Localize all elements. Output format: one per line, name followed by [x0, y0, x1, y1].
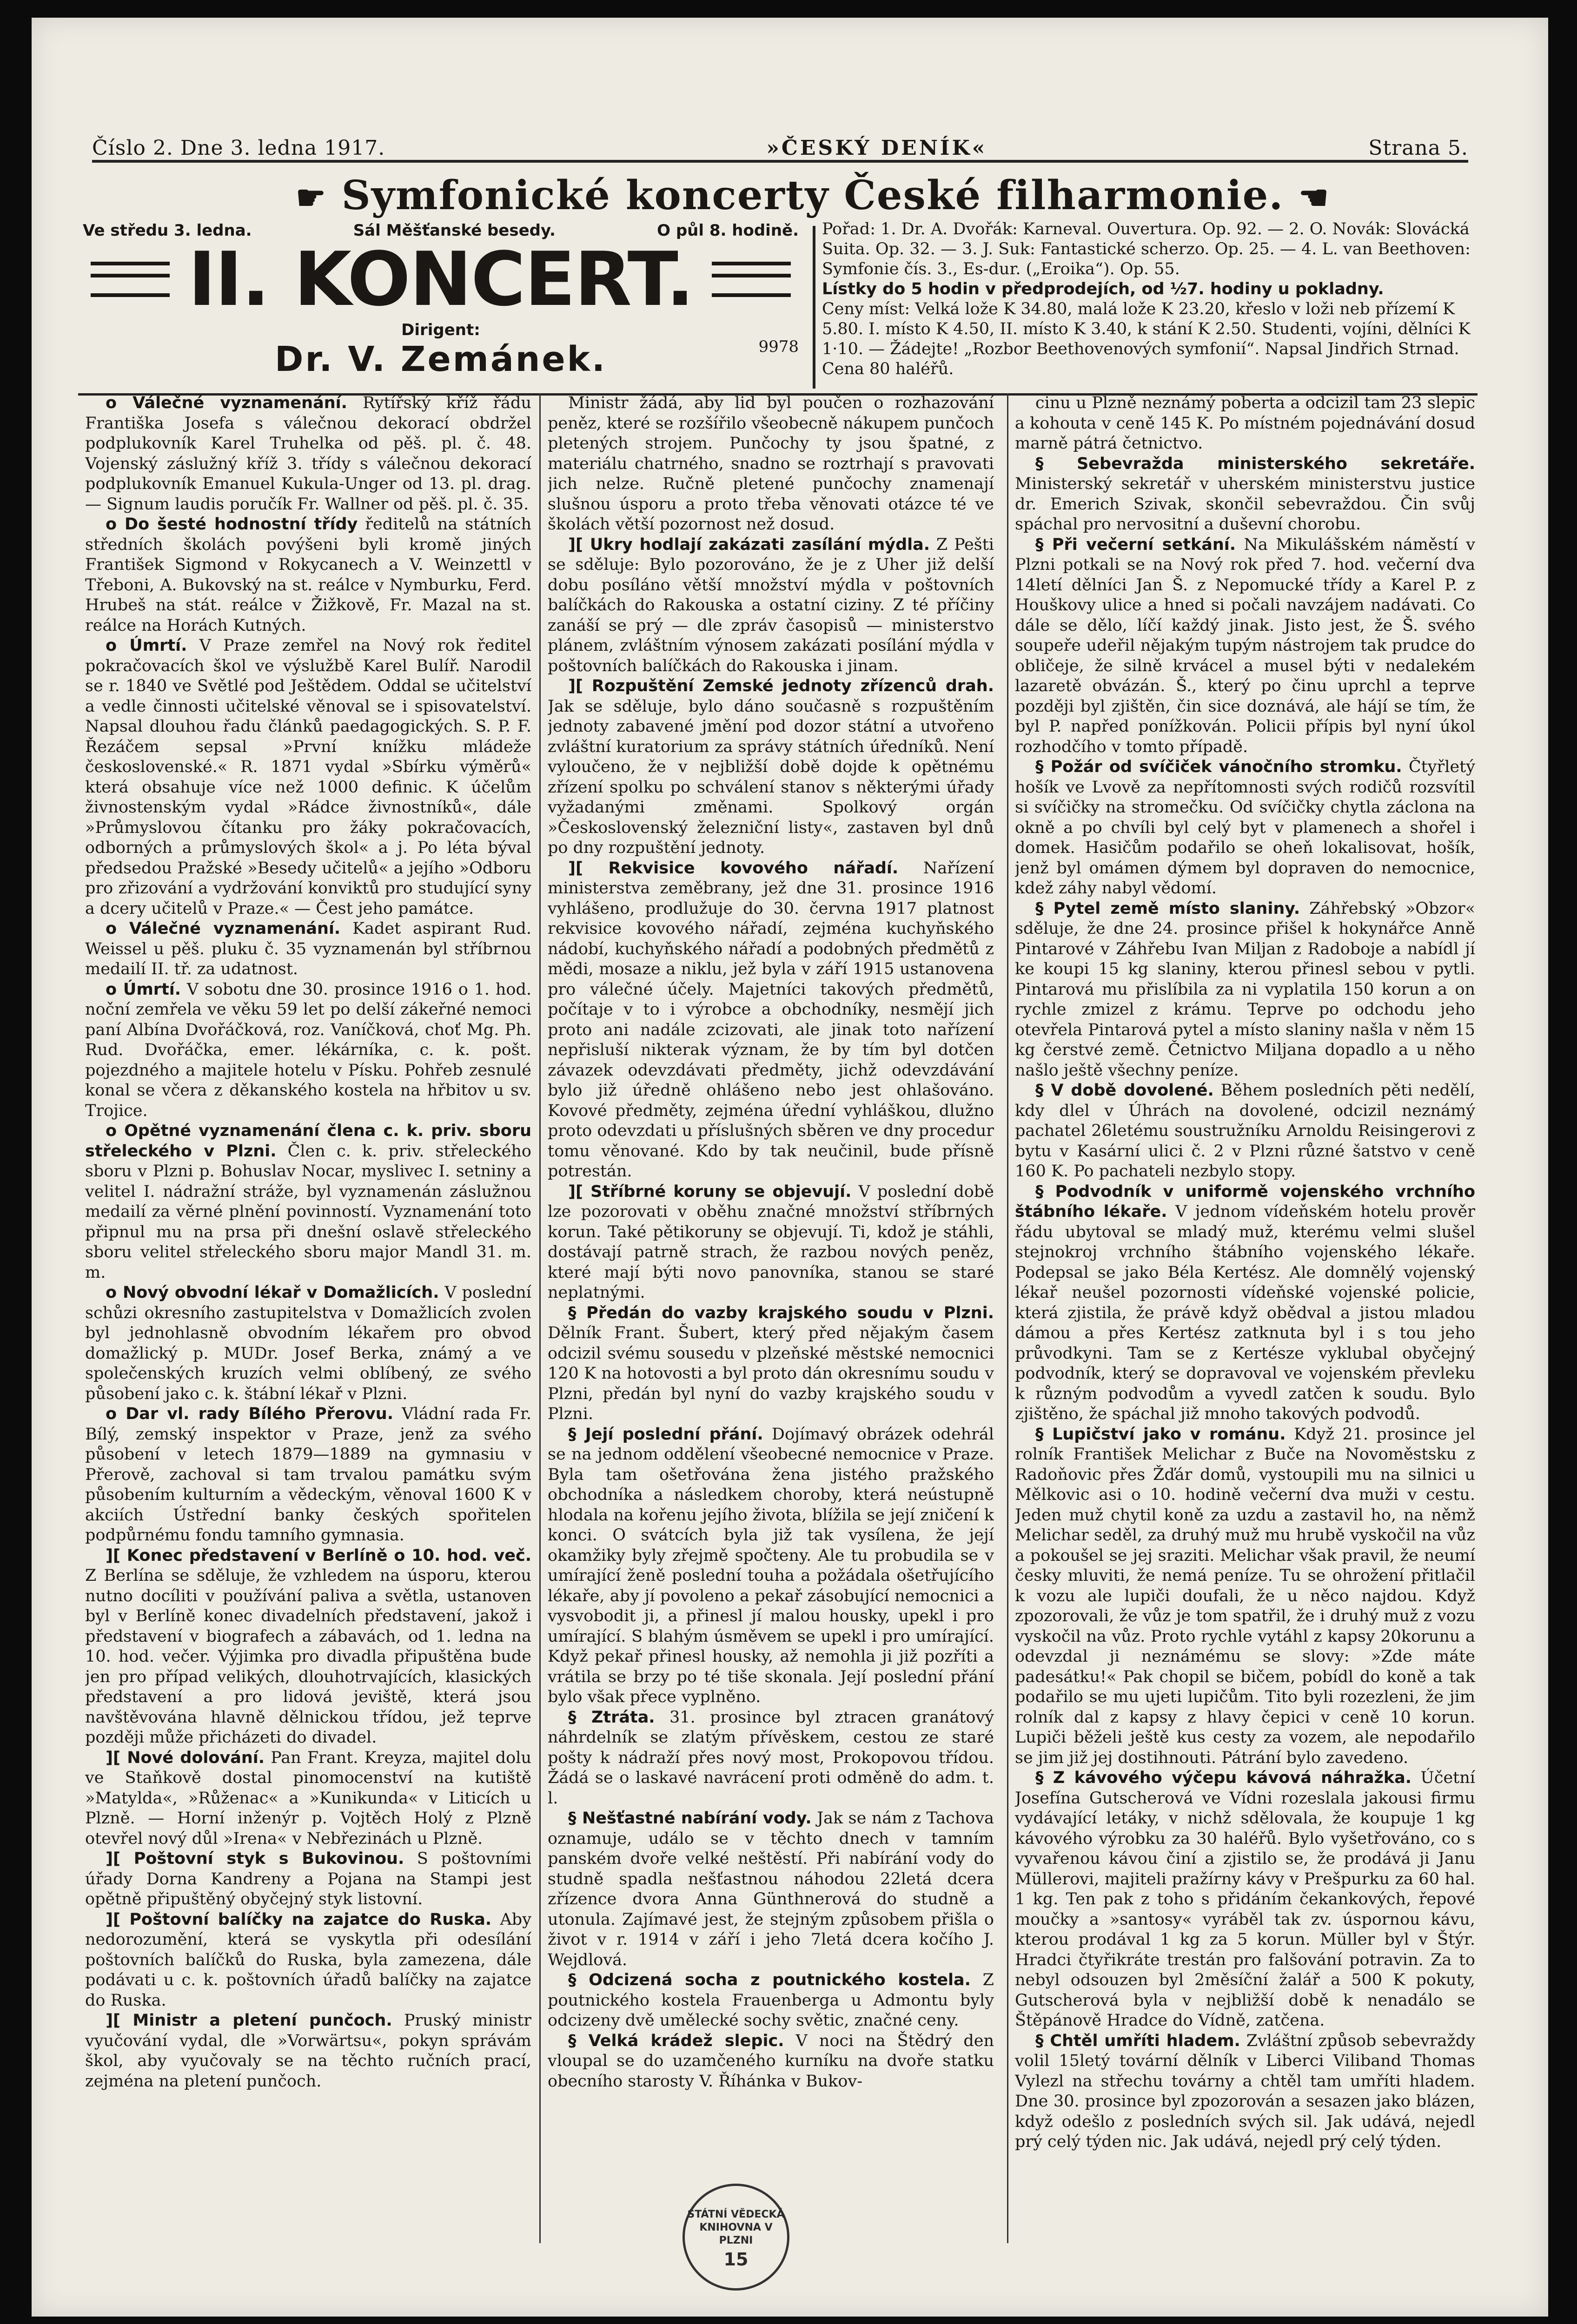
news-item-heading: § Nešťastné nabírání vody.	[568, 1809, 812, 1828]
news-item-heading: § Chtěl umříti hladem.	[1035, 2031, 1240, 2050]
news-item-text: V jednom vídeňském hotelu prověr řádu ubytoval se mladý muž, kterému velmi slušel stejnokroj vrchního štábního vojenského lékaře. Podepsal se jako Béla Kertész. Ale domnělý vojenský lékař neušel pozornosti vídeňské vojenské policie, která zjistila, že právě když obědval a jistou mladou dámou a přes Kertész zatknuta byl i s tou jeho průvodkyni. Tam se z Kertésze vyklubal obyčejný podvodník, který se dopravoval ve vojenském převleku k různým podvodům a vyvedl zatčen k soudu. Bylo zjištěno, že spáchal již mnoho takových podvodů.	[1015, 1202, 1475, 1423]
news-item-heading: § Požár od svíčiček vánočního stromku.	[1035, 758, 1402, 776]
news-item-heading: o Úmrtí.	[106, 980, 181, 999]
ad-program: Pořad: 1. Dr. A. Dvořák: Karneval. Ouvertura. Op. 92. — 2. O. Novák: Slovácká Suita. Op. 32. — 3. J. Suk: Fantastické scherzo. Op. 25. — 4. L. van Beethoven: Symfonie čís. 3., Es-dur. („Eroika“). Op. 55.	[822, 220, 1471, 278]
news-item	[85, 919, 531, 980]
stamp-number: 15	[723, 2249, 749, 2270]
news-item-text: Účetní Josefína Gutscherová ve Vídni rozeslala jakousi firmu vydávající letáky, v nichž sdělovala, že koupuje 1 kg kávového výrobku za 30 haléřů. Bylo vyšetřováno, co s vyvařenou kávou činí a zjistilo se, že prodává ji Janu Müllerovi, majiteli pražírny kávy v Prešpurku za 60 hal. 1 kg. Ten pak z toho s přidáním čekankových, řepové moučky a »santosy« vyráběl tak zv. úspornou kávu, kterou prodával 1 kg za 5 korun. Müller byl v Štýr. Hradci čtyřikráte trestán pro falšování potravin. Za to nebyl odsouzen byl 2měsíční žalář a 500 K pokuty, Gutscherová byla v nejbližší době k nenadálo se Štěpánově Hradce do Vídně, zatčena.	[1015, 1769, 1475, 2030]
news-item-text: Vládní rada Fr. Bílý, zemský inspektor v Praze, jenž za svého působení v letech 1879—1889 na gymnasiu v Přerově, zachoval si tam trvalou památku svým působením kulturním a vědeckým, věnoval 1600 K v akciích Ústřední banky českých spořitelen podpůrnému fondu tamního gymnasia.	[85, 1405, 531, 1545]
ad-date: Ve středu 3. ledna.	[83, 221, 252, 240]
news-item-heading: o Do šesté hodnostní třídy	[106, 515, 358, 534]
news-item	[85, 1283, 531, 1404]
decorative-lines	[712, 262, 791, 297]
news-item	[1015, 1182, 1475, 1425]
news-item	[1015, 535, 1475, 758]
news-item-heading: § Velká krádež slepic.	[568, 2031, 784, 2050]
news-item-heading: o Úmrtí.	[106, 636, 187, 655]
column-rule	[539, 393, 541, 2243]
news-item-text: Pan Frant. Kreyza, majitel dolu ve Staňkově dostal pinomocenství na kutiště »Matylda«, »Růženac« a »Kunikunda« v Liticích u Plzně. — Horní inženýr p. Vojtěch Holý z Plzně otevřel nový důl »Irena« v Nebřezinách u Plzně.	[85, 1748, 531, 1848]
news-item-heading: § Předán do vazby krajského soudu v Plzni.	[568, 1303, 994, 1322]
news-item-text: V Praze zemřel na Nový rok ředitel pokračovacích škol ve výslužbě Karel Bulíř. Narodil se r. 1840 ve Světlé pod Ještědem. Oddal se učitelství a vedle činnosti učitelské věnoval se i spisovatelství. Napsal dlouhou řadu článků paedagogických. S. P. F. Řezáčem sepsal »První knížku mládeže československé.« R. 1871 vydal »Sbírku výměrů« která obsahuje více než 1000 definic. K účelům živnostenským vydal »Rádce živnostníků«, dále »Průmyslovou čítanku pro žáky pokračovacích, odborných a průmyslových škol« a j. Po léta býval předsedou Pražské »Besedy učitelů« a jejího »Odboru pro zřizování a vydržování konviktů pro studující syny a dcery učitelů v Praze.« — Čest jeho památce.	[85, 636, 531, 918]
news-item	[85, 1910, 531, 2011]
news-item-text: Jak se sděluje, bylo dáno současně s rozpuštěním jednoty zabavené jmění pod dozor státní a utvořeno zvláštní kuratorium za správy státních úředníků. Není vyloučeno, že v nejbližší době dojde k opětnému zřízení spolku po schválení stanov s některými úřady vyžadanými změnami. Spolkový orgán »Československý železniční listy«, zastaven byl dnů po dny rozpuštění jednoty.	[548, 697, 994, 857]
news-item	[548, 535, 994, 677]
news-item	[548, 2031, 994, 2092]
page-header	[92, 109, 1468, 163]
ad-left-panel	[83, 221, 799, 393]
news-item-text: Rytířský kříž řádu Františka Josefa s válečnou dekorací obdržel podplukovník Karel Truhelka od pěš. pl. č. 48. Vojenský záslužný kříž 3. třídy s válečnou dekorací podplukovník Emanuel Kukula-Unger od 13. pl. drag. — Signum laudis poručík Fr. Wallner od pěš. pl. č. 35.	[85, 394, 531, 514]
news-item	[1015, 393, 1475, 454]
news-item-heading: ][ Poštovní balíčky na zajatce do Ruska.	[106, 1910, 492, 1929]
news-item-text: V sobotu dne 30. prosince 1916 o 1. hod. noční zemřela ve věku 59 let po delší zákeřné nemoci paní Albína Dvořáčková, roz. Vaníčková, choť Mg. Ph. Rud. Dvořáčka, emer. lékárníka, c. k. pošt. pojezdného a majitele hotelu v Písku. Pohřeb zesnulé konal se včera z děkanského kostela na hřbitov u sv. Trojice.	[85, 980, 531, 1120]
news-item-text: S poštovními úřady Dorna Kandreny a Pojana na Stampi jest opětně připuštěný obyčejný styk listovní.	[85, 1849, 531, 1908]
news-item	[85, 636, 531, 919]
news-item	[1015, 757, 1475, 899]
news-item-heading: § Odcizená socha z poutnického kostela.	[568, 1971, 971, 1989]
news-item	[85, 515, 531, 636]
news-item-heading: o Dar vl. rady Bílého Přerovu.	[106, 1405, 394, 1423]
news-item-heading: § Pytel země místo slaniny.	[1035, 899, 1300, 918]
news-item-text: Během posledních pěti nedělí, kdy dlel v Úhrách na dovolené, odcizil neznámý pachatel 26letému soustružníku Arnoldu Reisingerovi z bytu v Kasární ulici č. 2 v Plzni různé šatstvo v ceně 160 K. Po pachateli nezbylo stopy.	[1015, 1081, 1475, 1181]
news-item-heading: o Válečné vyznamenání.	[106, 919, 341, 938]
news-item	[1015, 899, 1475, 1081]
news-item-heading: o Opětné vyznamenání člena c. k. priv. sboru střeleckého v Plzni.	[85, 1122, 531, 1161]
news-item-text: Na Mikulášském náměstí v Plzni potkali se na Nový rok před 7. hod. večerní dva 14letí dělníci Jan Š. z Nepomucké třídy a Karel P. z Houškovy ulice a hned si počali navzájem nadávati. Co dále se dělo, líčí každý jinak. Jisto jest, že Š. svého soupeře udeřil nějakým tupým nástrojem tak prudce do obličeje, že silně krvácel a musel býti v nedalekém lazaretě obvázán. Š., který po činu uprchl a teprve později byl zjištěn, čin sice doznává, ale hájí se tím, že byl P. napřed ponížkován. Policii přípis byl nyní úkol rozhodčího v tomto případě.	[1015, 535, 1475, 756]
news-item	[1015, 1425, 1475, 1769]
ad-venue: Sál Měšťanské besedy.	[353, 221, 556, 240]
news-item-text: Z Pešti se sděluje: Bylo pozorováno, že je z Uher již delší dobu posíláno větší množství mýdla v poštovních balíčkách do Rakouska a ostatní ciziny. Z té příčiny zanáší se prý — dle zpráv časopisů — ministerstvo plánem, zvláštním výnosem zakázati posílání mýdla v poštovních balíčkách do Rakouska i jinam.	[548, 535, 994, 675]
news-item-heading: § Podvodník v uniformě vojenského vrchního štábního lékaře.	[1015, 1182, 1475, 1221]
newspaper-page	[32, 18, 1548, 2317]
news-item-heading: ][ Poštovní styk s Bukovinou.	[106, 1849, 404, 1868]
ad-prices: Ceny míst: Velká lože K 34.80, malá lože K 23.20, křeslo v loži neb přízemí K 5.80. I. místo K 4.50, II. místo K 3.40, k stání K 2.50. Studenti, vojíni, dělníci K 1·10. — Žádejte! „Rozbor Beethovenových symfonií“. Napsal Jindřich Strnad. Cena 80 haléřů.	[822, 300, 1471, 378]
library-stamp	[682, 2184, 789, 2291]
news-item-text: V noci na Štědrý den vloupal se do uzamčeného kurníku na dvoře statku obecního starosty V. Říhánka v Bukov-	[548, 2031, 994, 2091]
column-2	[548, 393, 994, 2257]
news-item-text: Z poutnického kostela Frauenberga u Admontu byly odcizeny dvě umělecké sochy světic, značné ceny.	[548, 1971, 994, 2030]
news-item-text: Aby nedorozumění, která se vyskytla při odesílání poštovních balíčků do Ruska, byla zamezena, dále podávati u c. k. poštovních úřadů balíčky na zajatce do Ruska.	[85, 1910, 531, 2010]
news-item	[1015, 454, 1475, 535]
news-item	[548, 1970, 994, 2031]
news-item-heading: ][ Rozpuštění Zemské jednoty zřízenců drah.	[568, 677, 994, 695]
news-item-text: Záhřebský »Obzor« sděluje, že dne 24. prosince přišel k hokynářce Anně Pintarové v Záhřebu Ivan Miljan z Radoboje a nabídl jí ke koupi 15 kg slaniny, kterou přinesl sebou v pytli. Pintarová mu přislíbila za ni vyplatila 150 korun a on rychle zmizel z krámu. Teprve po odchodu jeho otevřela Pintarová pytel a místo slaniny našla v něm 15 kg čerstvé země. Četnictvo Miljana dopadlo a u něho našlo ještě všechny peníze.	[1015, 899, 1475, 1080]
ad-right-panel	[822, 219, 1473, 379]
conductor-name: Dr. V. Zemánek.	[275, 339, 607, 379]
news-item	[1015, 1768, 1475, 2031]
column-rule	[1007, 393, 1008, 2243]
news-item	[548, 1425, 994, 1708]
stamp-text: STÁTNÍ VĚDECKÁ KNIHOVNA V PLZNI	[687, 2209, 785, 2246]
news-item-heading: ][ Rekvisice kovového nářadí.	[568, 858, 899, 878]
news-item	[548, 1303, 994, 1425]
news-item	[85, 2011, 531, 2092]
news-item	[85, 1404, 531, 1546]
news-item	[548, 393, 994, 535]
news-item-text: V poslední schůzi okresního zastupitelstva v Domažlicích zvolen byl jednohlasně obvodním lékařem pro obvod domažlický p. MUDr. Josef Berka, známý a ve společenských kruzích velmi oblíbený, ze svého působení jako c. k. štábní lékař v Plzni.	[85, 1283, 531, 1403]
ad-title-row	[83, 236, 799, 323]
issue-date: Číslo 2. Dne 3. ledna 1917.	[92, 136, 385, 160]
news-item	[85, 980, 531, 1122]
news-item	[85, 1121, 531, 1283]
news-item	[548, 1809, 994, 1970]
column-3	[1015, 393, 1475, 2257]
news-item	[1015, 2031, 1475, 2152]
decorative-lines	[91, 262, 170, 297]
news-item-text: Dělník Frant. Šubert, který před nějakým časem odcizil svému sousedu v plzeňské městské nemocnici 120 K na hotovosti a byl proto dán okresnímu soudu v Plzni, předán byl nyní do vazby krajského soudu v Plzni.	[548, 1324, 994, 1423]
news-item-heading: ][ Konec představení v Berlíně o 10. hod. več.	[106, 1546, 531, 1565]
news-item	[1015, 1081, 1475, 1182]
conductor-label: Dirigent:	[401, 321, 480, 339]
news-item-heading: ][ Ministr a pletení punčoch.	[106, 2011, 392, 2030]
news-item-text: Dojímavý obrázek odehrál se na jednom oddělení všeobecné nemocnice v Praze. Byla tam ošetřována žena jistého pražského obchodníka a následkem choroby, která neústupně hlodala na kořenu jejího života, blížila se její zničení k konci. O svátcích byla již tak vysílena, že její okamžiky byly zřejmě spočteny. Ale tu probudila se v umírající ženě poslední touha a požádala ošetřujícího lékaře, aby jí povoleno a pekař zásobující nemocnici a vysvobodit ji, a přinesl jí malou housky, upekl i pro umírající. S blahým úsměvem se upekl i pro umírající. Když pekař přinesl housky, až nemohla ji již pozříti a vrátila se brzy po té tiše skonala. Její poslední přání bylo však přece vyplněno.	[548, 1425, 994, 1706]
ad-divider	[813, 226, 815, 389]
news-item	[548, 858, 994, 1182]
news-item	[85, 1748, 531, 1849]
pointing-hand-icon: ☛	[296, 178, 327, 217]
masthead: »ČESKÝ DENÍK«	[766, 136, 987, 160]
news-item	[548, 1708, 994, 1809]
news-item-text: Kadet aspirant Rud. Weissel u pěš. pluku č. 35 vyznamenán byl stříbrnou medailí II. tř. za udatnost.	[85, 919, 531, 978]
news-item-heading: § Ztráta.	[568, 1708, 655, 1727]
ad-tickets: Lístky do 5 hodin v předprodejích, od ½7. hodiny u pokladny.	[822, 280, 1384, 298]
page-number: Strana 5.	[1368, 136, 1468, 160]
news-item-text: Ministr žádá, aby lid byl poučen o rozhazování peněz, které se rozšířilo všeobecně nákupem punčoch pletených strojem. Punčochy ty jsou špatné, z materiálu chatrného, snadno se roztrhají s pravovati jich nelze. Ručně pletené punčochy znamenají slušnou úsporu a proto třeba věnovati otázce té ve školách větší pozornost než dosud.	[548, 394, 994, 534]
news-item-heading: ][ Ukry hodlají zakázati zasílání mýdla.	[568, 535, 930, 554]
news-item	[548, 1182, 994, 1303]
news-item-heading: § Při večerní setkání.	[1035, 535, 1236, 554]
news-item-heading: ][ Nové dolování.	[106, 1748, 265, 1767]
ad-banner-text: Symfonické koncerty České filharmonie.	[341, 172, 1284, 219]
news-item-text: Nařízení ministerstva zeměbrany, jež dne 31. prosince 1916 vyhlášeno, prodlužuje do 30. června 1917 platnost rekvisice kovového nářadí, zejména kuchyňského nádobí, kuchyňského nářadí a podobných předmětů z mědi, mosaze a niklu, jež byla v září 1915 ustanovena pro válečné účely. Majetníci takových předmětů, počítaje v to i výrobce a obchodníky, nesmějí jich proto ani nadále zcizovati, ale jinak toto nařízení nepřisluší nikterak význam, že by tím byl dotčen závazek odevzdávati předměty, jichž odevzdávání bylo již úředně ohlášeno nebo jest ohlašováno. Kovové předměty, zejména úřední vyhláškou, dlužno proto odevzdati u příslušných sběren ve dny procedur tomu věnované. Kdo by tak neučinil, bude přísně potrestán.	[548, 858, 994, 1181]
news-item-text: Jak se nám z Tachova oznamuje, událo se v těchto dnech v tamním panském dvoře velké neštěstí. Při nabírání vody do studně spadla nešťastnou náhodou 22letá dcera zřízence dvora Anna Günthnerová do studně a utonula. Zajímavé jest, že stejným způsobem přišla o život v r. 1914 v září i jeho 7letá dcera kočího J. Wejdlová.	[548, 1809, 994, 1969]
news-item-text: V poslední době lze pozorovati v oběhu značné množství stříbrných korun. Také pětikoruny se objevují. Ti, kdož je stáhli, dostávají patrně strach, že razbou nových peněz, které mají býti novo panovníka, stanou se staré neplatnými.	[548, 1182, 994, 1302]
news-item	[85, 1849, 531, 1910]
ad-time: O půl 8. hodině.	[657, 221, 799, 240]
news-item-text: Když 21. prosince jel rolník František Melichar z Buče na Novoměstsku z Radoňovic přes Žďár domů, vystoupili mu na silnici u Mělkovic asi o 10. hodině večerní dva muži v cestu. Jeden muž chytil koně za uzdu a zastavil ho, na němž Melichar seděl, za druhý muž mu hrubě vyskočil na vůz a pokoušel se jej sraziti. Melichar však pravil, že neumí česky mluviti, že nemá peníze. Tu se ohrožení přitlačil k vozu ale lupiči doufali, že u něco najdou. Když zpozorovali, že vůz je tom spatřil, že i druhý muž z vozu vyskočil na vůz. Proto rychle vytáhl z kapsy 20korunu a odevzdal ji neznámému se slovy: »Zde máte padesátku!« Pak chopil se bičem, pobídl do koně a tak podařilo se mu ujeti lupičům. Tito byli rozezleni, že jim rolník dal z kapsy z hlavy čepici v ceně 10 korun. Lupiči běželi ještě kus cesty za vozem, ale nepodařilo se jim již jej dostihnouti. Pátrání bylo zavedeno.	[1015, 1425, 1475, 1767]
news-item	[85, 393, 531, 515]
news-item-text: Zvláštní způsob sebevraždy volil 15letý tovární dělník v Liberci Viliband Thomas Vylezl na střechu továrny a chtěl tam umříti hladem. Dne 30. prosince byl zpozorován a sesazen jako blázen, když odešlo z posledních svých sil. Jak udává, nejedl prý celý týden nic. Jak udává, nejedl prý celý týden.	[1015, 2031, 1475, 2151]
news-item-text: ředitelů na státních středních školách povýšeni byli kromě jiných František Sigmond v Rokycanech a V. Weinzettl v Třeboni, A. Bukovský na st. reálce v Nymburku, Ferd. Hrubeš na stát. reálce v Žižkově, Fr. Mazal na st. reálce na Horách Kutných.	[85, 515, 531, 635]
ad-number: 9978	[758, 337, 799, 356]
news-item-heading: ][ Stříbrné koruny se objevují.	[568, 1182, 852, 1201]
news-item	[548, 676, 994, 858]
news-item-heading: § Lupičství jako v románu.	[1035, 1425, 1286, 1444]
pointing-hand-icon: ☚	[1299, 178, 1330, 217]
news-item-heading: § Sebevražda ministerského sekretáře.	[1035, 454, 1475, 473]
concert-advertisement	[78, 165, 1478, 396]
news-item-heading: § Její poslední přání.	[568, 1425, 763, 1444]
news-item-text: cinu u Plzně neznámý poberta a odcizil tam 23 slepic a kohouta v ceně 145 K. Po místném pojednávání dosud marně pátrá četnictvo.	[1015, 394, 1475, 453]
news-item-text: Čtyřletý hošík ve Lvově za nepřítomnosti svých rodičů rozsvítil si svíčičky na stromečku. Od svíčičky chytla záclona na okně a po chvíli byl celý byt v plamenech a shořel i domek. Hasičům podařilo se oheň lokalisovat, hošík, jenž byl omámen dýmem byl dopraven do nemocnice, kdež záhy nabyl vědomí.	[1015, 758, 1475, 898]
news-item	[85, 1546, 531, 1748]
news-item-text: Člen c. k. priv. střeleckého sboru v Plzni p. Bohuslav Nocar, myslivec I. setniny a velitel I. nádražní stráže, byl vyznamenán záslužnou medailí za věrné plnění povinností. Vyznamenání toto připnul mu na prsa při dnešní oslavě střeleckého sboru velitel střeleckého sboru major Mandl 31. m. m.	[85, 1142, 531, 1282]
news-item-heading: o Válečné vyznamenání.	[106, 394, 347, 412]
news-item-text: Ministerský sekretář v uherském ministerstvu justice dr. Emerich Szivak, skončil sebevraždou. Čin svůj spáchal pro nervositní a duševní chorobu.	[1015, 475, 1475, 534]
news-item-text: Pruský ministr vyučování vydal, dle »Vorwärtsu«, pokyn správám škol, aby vyučovaly se na těchto ručních prací, zejména na pletení punčoch.	[85, 2011, 531, 2091]
news-item-text: 31. prosince byl ztracen granátový náhrdelník se zlatým přívěskem, cestou ze staré pošty k nádraží přes nový most, Prokopovou třídou. Žádá se o laskavé navrácení proti odměně do adm. t. l.	[548, 1708, 994, 1808]
ad-banner	[255, 170, 1371, 221]
news-item-heading: § V době dovolené.	[1035, 1081, 1214, 1100]
news-item-text: Z Berlína se sděluje, že vzhledem na úsporu, kterou nutno docíliti v používání paliva a světla, ustanoven byl v Berlíně konec divadelních představení, jakož i představení v biografech a zábavách, od 1. ledna na 10. hod. večer. Výjimka pro divadla připuštěna bude jen pro případ velikých, dlouhotrvajících, klasických představení a pro lidová jeviště, která jsou navštěvována hlavně dělnickou třídou, jež teprve později může přicházeti do divadel.	[85, 1566, 531, 1747]
column-1	[85, 393, 531, 2257]
news-item-heading: § Z kávového výčepu kávová náhražka.	[1035, 1769, 1412, 1787]
news-item-heading: o Nový obvodní lékař v Domažlicích.	[106, 1283, 439, 1302]
ad-title: II. KONCERT.	[188, 236, 694, 323]
